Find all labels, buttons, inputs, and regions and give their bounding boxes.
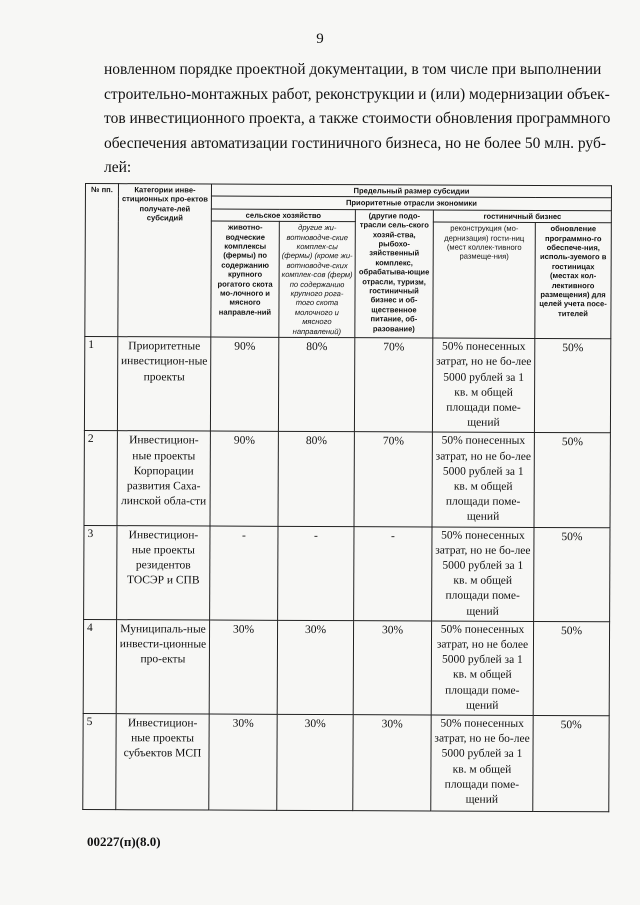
row-other-sectors: 70%: [354, 338, 432, 433]
row-category: Инвестицион-ные проекты субъектов МСП: [116, 714, 209, 810]
row-other-livestock: 80%: [278, 337, 354, 432]
row-livestock: 90%: [210, 431, 278, 526]
table-row: [84, 337, 610, 434]
row-num: 4: [83, 619, 116, 713]
table-row: [84, 431, 610, 528]
row-other-livestock: -: [278, 526, 354, 621]
row-num: 2: [84, 431, 117, 525]
row-num: 5: [83, 713, 116, 809]
header-other-livestock: другие жи-вотноводче-ские комплек-сы (фермы) (кроме жи-вотноводче-ских комплек-сов (ферм) по содержанию крупного рога-того скота молочного и мясного направлений): [279, 222, 356, 338]
table-row: [84, 525, 610, 622]
row-num: 3: [84, 525, 117, 619]
intro-paragraph: [104, 58, 612, 181]
table-row: [83, 713, 609, 811]
row-category: Инвестицион-ные проекты Корпорации развития Саха-линской обла-сти: [117, 431, 210, 526]
header-max-subsidy: Предельный размер субсидии: [211, 184, 611, 198]
intro-line: новленном порядке проектной документации, в том числе при выполнении: [104, 61, 602, 78]
header-priority-sectors: Приоритетные отрасли экономики: [211, 196, 611, 210]
row-other-livestock: 30%: [277, 714, 353, 810]
row-other-sectors: -: [354, 526, 432, 621]
row-num: 1: [84, 337, 117, 431]
row-reconstruction: 50% понесенных затрат, но не бо-лее 5000 рублей за 1 кв. м общей площади поме-щений: [432, 432, 534, 527]
header-livestock: животно-водческие комплексы (фермы) по содержанию крупного рогатого скота мо-лочного и мясного направле-ний: [211, 221, 280, 337]
row-livestock: 30%: [209, 620, 277, 715]
header-agriculture: сельское хозяйство: [211, 209, 355, 222]
intro-line: обеспечения автоматизации гостиничного бизнеса, но не более 50 млн. руб-: [104, 134, 607, 152]
row-software: 50%: [533, 715, 609, 811]
row-livestock: 90%: [210, 337, 278, 432]
intro-line: лей:: [104, 159, 132, 176]
row-reconstruction: 50% понесенных затрат, но не более 5000 рублей за 1 кв. м общей площади поме-щений: [431, 621, 533, 716]
document-code: 00227(п)(8.0): [87, 834, 161, 849]
page-number: 9: [316, 31, 324, 47]
row-other-sectors: 30%: [353, 620, 431, 715]
row-software: 50%: [533, 621, 609, 716]
row-reconstruction: 50% понесенных затрат, но не бо-лее 5000 рублей за 1 кв. м общей площади поме-щений: [432, 527, 534, 622]
row-livestock: 30%: [209, 714, 277, 810]
header-reconstruction: реконструкция (мо-дернизация) гости-ниц (мест коллек-тивного размеще-ния): [433, 222, 536, 338]
table-row: [83, 619, 609, 716]
row-category: Инвестицион-ные проекты резидентов ТОСЭР и СПВ: [117, 525, 210, 620]
row-other-livestock: 30%: [277, 620, 353, 715]
subsidy-table: [82, 183, 612, 812]
row-other-sectors: 70%: [354, 432, 432, 527]
row-software: 50%: [534, 527, 610, 622]
row-other-livestock: 80%: [278, 432, 354, 527]
row-other-sectors: 30%: [353, 715, 431, 811]
intro-line: строительно-монтажных работ, реконструкции и (или) модернизации объек-: [104, 85, 610, 103]
row-software: 50%: [534, 339, 610, 434]
row-category: Муниципаль-ные инвести-ционные про-екты: [116, 619, 209, 714]
row-reconstruction: 50% понесенных затрат, но не бо-лее 5000 рублей за 1 кв. м общей площади поме-щений: [431, 715, 533, 811]
row-software: 50%: [534, 433, 610, 528]
header-num: № пп.: [85, 184, 119, 337]
header-category: Категории инве-стиционных про-ектов получате-лей субсидий: [118, 184, 212, 337]
row-category: Приоритетные инвестицион-ные проекты: [117, 337, 210, 432]
row-reconstruction: 50% понесенных затрат, но не бо-лее 5000 рублей за 1 кв. м общей площади поме-щений: [432, 338, 534, 433]
header-other-sectors: (другие подо-трасли сель-ского хозяй-ства, рыбохо-зяйственный комплекс, обрабатыва-ющие отрасли, туризм, гостиничный бизнес и об-щественное питание, об-разование): [355, 209, 434, 338]
header-hotel-business: гостиничный бизнес: [433, 210, 611, 223]
intro-line: тов инвестиционного проекта, а также стоимости обновления программного: [104, 110, 611, 127]
header-software: обновление программно-го обеспече-ния, исполь-зуемого в гостиницах (местах кол-лективного размещения) для целей учета посе-тителей: [535, 223, 612, 339]
row-livestock: -: [210, 526, 278, 621]
